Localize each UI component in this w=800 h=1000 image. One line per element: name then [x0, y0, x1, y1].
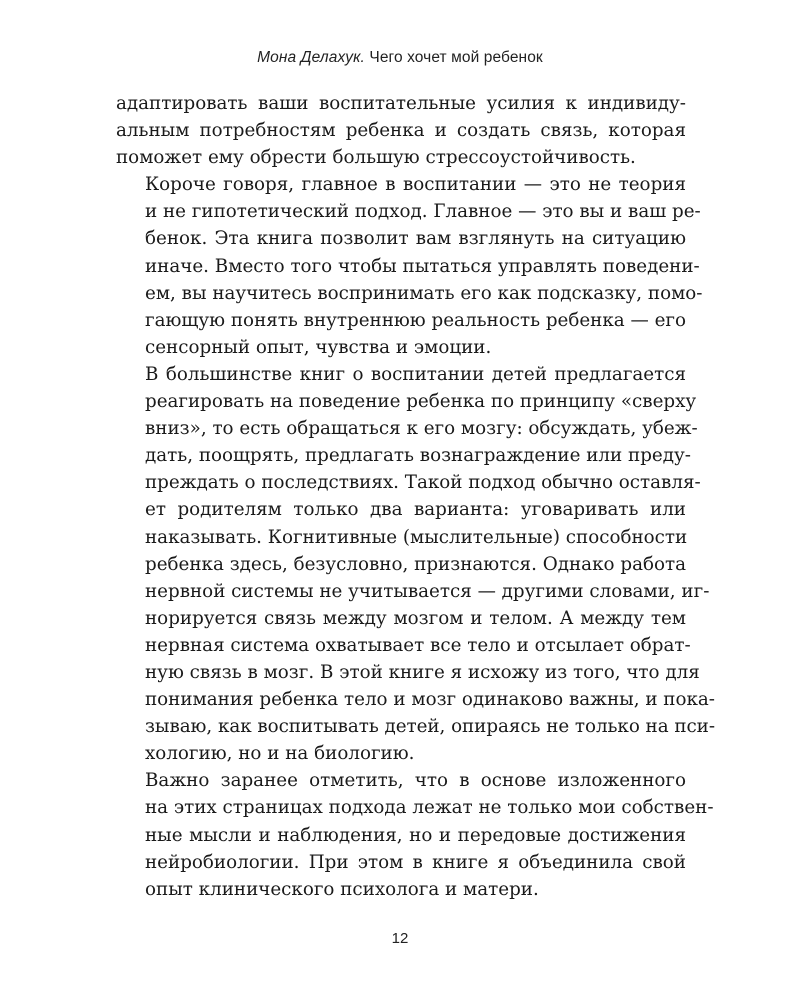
text-line: Короче говоря, главное в воспитании — это не теория	[145, 174, 686, 196]
page-number: 12	[391, 930, 409, 947]
body-text	[116, 90, 715, 903]
running-header	[0, 49, 800, 67]
text-line: ем, вы научитесь воспринимать его как подсказку, помо-	[145, 282, 703, 304]
text-line: иначе. Вместо того чтобы пытаться управлять поведени-	[145, 255, 700, 277]
paragraph-1	[116, 90, 686, 171]
text-line: ребенка здесь, безусловно, признаются. Однако работа	[145, 553, 686, 575]
text-line: на этих страницах подхода лежат не только мои собствен-	[145, 797, 714, 819]
paragraph-3	[116, 361, 715, 767]
paragraph-2	[116, 171, 703, 361]
text-line: поможет ему обрести большую стрессоустойчивость.	[116, 147, 636, 169]
text-line: гающую понять внутреннюю реальность ребенка — его	[145, 309, 686, 331]
text-line: преждать о последствиях. Такой подход обычно оставля-	[145, 472, 701, 494]
text-line: адаптировать ваши воспитательные усилия к индивиду-	[116, 93, 686, 114]
paragraph-4	[116, 767, 714, 902]
text-line: ет родителям только два варианта: уговаривать или	[145, 499, 686, 521]
text-line: ные мысли и наблюдения, но и передовые достижения	[145, 824, 686, 846]
text-line: реагировать на поведение ребенка по принципу «сверху	[145, 391, 697, 413]
text-line: дать, поощрять, предлагать вознаграждение или преду-	[145, 445, 691, 467]
text-line: Важно заранее отметить, что в основе изложенного	[145, 770, 686, 792]
text-line: нервной системы не учитывается — другими словами, иг-	[145, 580, 710, 602]
text-line: зываю, как воспитывать детей, опираясь не только на пси-	[145, 716, 715, 738]
header-book-title: Чего хочет мой ребенок	[369, 49, 543, 66]
text-line: и не гипотетический подход. Главное — это вы и ваш ре-	[145, 201, 701, 223]
text-line: понимания ребенка тело и мозг одинаково важны, и пока-	[145, 689, 715, 711]
text-line: хологию, но и на биологию.	[145, 743, 415, 765]
text-line: альным потребностям ребенка и создать связь, которая	[116, 120, 686, 142]
text-line: ную связь в мозг. В этой книге я исхожу из того, что для	[145, 661, 700, 683]
text-line: опыт клинического психолога и матери.	[145, 878, 539, 900]
text-line: сенсорный опыт, чувства и эмоции.	[145, 336, 492, 358]
text-line: нервная система охватывает все тело и отсылает обрат-	[145, 634, 691, 656]
text-line: В большинстве книг о воспитании детей предлагается	[145, 363, 686, 385]
text-line: наказывать. Когнитивные (мыслительные) способности	[145, 526, 688, 548]
text-line: норируется связь между мозгом и телом. А между тем	[145, 607, 686, 629]
text-line: бенок. Эта книга позволит вам взглянуть на ситуацию	[145, 228, 686, 250]
text-line: нейробиологии. При этом в книге я объединила свой	[145, 851, 686, 873]
text-line: вниз», то есть обращаться к его мозгу: обсуждать, убеж-	[145, 418, 698, 440]
header-author: Мона Делахук.	[257, 49, 365, 66]
